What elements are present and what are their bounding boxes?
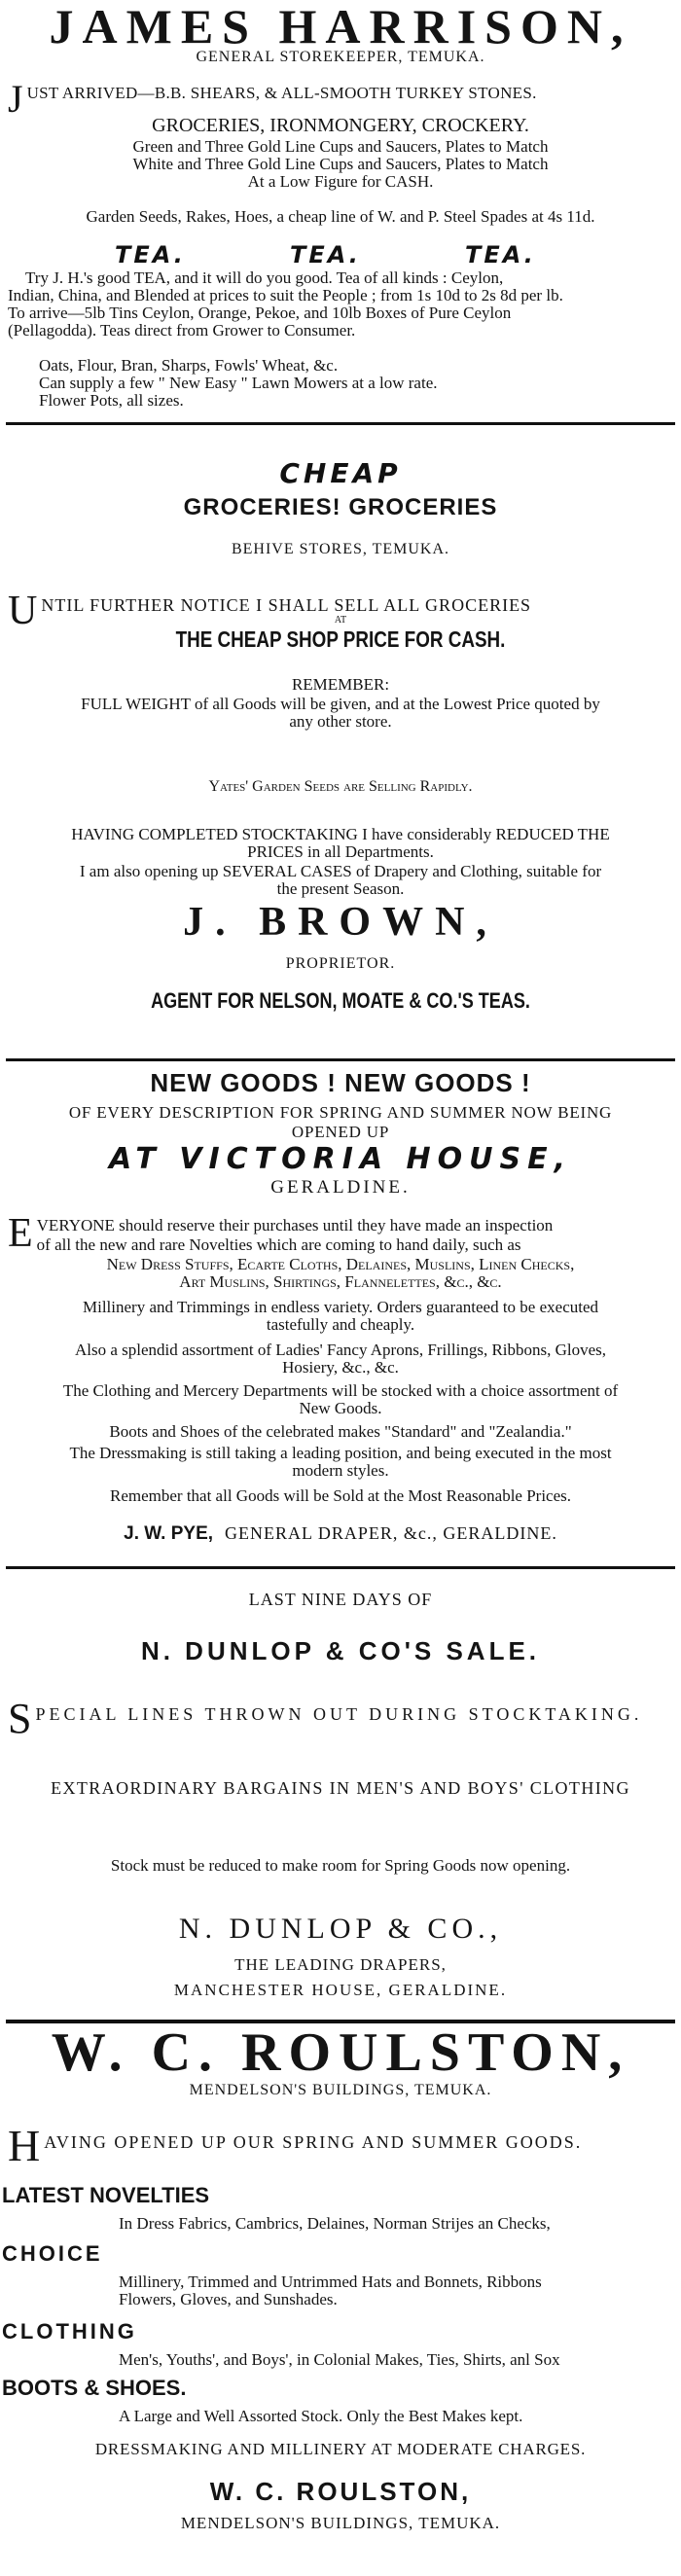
- pye-sig-rest: GENERAL DRAPER, &c., GERALDINE.: [225, 1523, 557, 1543]
- roulston-boots: BOOTS & SHOES.: [2, 2376, 187, 2400]
- dunlop-sale: N. DUNLOP & CO'S SALE.: [140, 1636, 541, 1665]
- pye-sig-name: J. W. PYE,: [124, 1523, 214, 1544]
- pye-everyone-1: VERYONE should reserve their purchases until they have made an inspection: [36, 1216, 554, 1234]
- pye-stuffs-2: Art Muslins, Shirtings, Flannelettes, &c., &c.: [179, 1272, 502, 1291]
- divider-2: [6, 1058, 675, 1061]
- roulston-sig-buildings: MENDELSON'S BUILDINGS, TEMUKA.: [180, 2514, 501, 2532]
- brown-stocktaking-1: HAVING COMPLETED STOCKTAKING I have considerably REDUCED THE: [71, 825, 610, 843]
- dunlop-manchester: MANCHESTER HOUSE, GERALDINE.: [173, 1981, 508, 1999]
- pye-victoria-house: AT VICTORIA HOUSE,: [108, 1142, 572, 1176]
- harrison-arrived-text: UST ARRIVED—B.B. SHEARS, & ALL-SMOOTH TURKEY STONES.: [26, 84, 537, 102]
- brown-cheap-shop: THE CHEAP SHOP PRICE FOR CASH.: [175, 626, 506, 652]
- brown-until-dropcap: U: [8, 589, 38, 633]
- harrison-pots: Flower Pots, all sizes.: [39, 391, 184, 410]
- pye-dressmaking-1: The Dressmaking is still taking a leading position, and being executed in the most: [69, 1444, 612, 1462]
- divider-1: [6, 422, 675, 425]
- harrison-oats: Oats, Flour, Bran, Sharps, Fowls' Wheat, &c.: [39, 356, 339, 375]
- pye-clothing-1: The Clothing and Mercery Departments will be stocked with a choice assortment of: [62, 1381, 619, 1400]
- pye-everyone-2: of all the new and rare Novelties which are coming to hand daily, such as: [36, 1235, 521, 1254]
- harrison-groceries: GROCERIES, IRONMONGERY, CROCKERY.: [152, 115, 529, 136]
- pye-signature: [0, 1523, 681, 1545]
- pye-millinery-1: Millinery and Trimmings in endless variety. Orders guaranteed to be executed: [82, 1298, 599, 1316]
- pye-aprons-1: Also a splendid assortment of Ladies' Fancy Aprons, Frillings, Ribbons, Gloves,: [74, 1341, 607, 1359]
- roulston-boots-text: A Large and Well Assorted Stock. Only the Best Makes kept.: [119, 2407, 523, 2425]
- brown-stocktaking-2: PRICES in all Departments.: [247, 842, 434, 861]
- pye-aprons-2: Hosiery, &c., &c.: [282, 1358, 399, 1377]
- roulston-buildings: MENDELSON'S BUILDINGS, TEMUKA.: [189, 2082, 492, 2098]
- brown-cheap: CHEAP: [279, 457, 402, 489]
- harrison-mowers: Can supply a few " New Easy " Lawn Mowers at a low rate.: [39, 374, 438, 392]
- harrison-cups-2: White and Three Gold Line Cups and Saucers, Plates to Match: [132, 155, 549, 173]
- brown-drapery-2: the present Season.: [276, 879, 405, 898]
- tea-heading-1: TEA.: [115, 241, 186, 268]
- brown-groceries: GROCERIES! GROCERIES: [183, 494, 498, 520]
- divider-3: [6, 1566, 675, 1569]
- roulston-name: W. C. ROULSTON,: [51, 2022, 630, 2083]
- harrison-tea-p2: Indian, China, and Blended at prices to suit the People ; from 1s 10d to 2s 8d per lb.: [8, 286, 563, 304]
- roulston-having-dropcap: H: [8, 2121, 41, 2170]
- roulston-choice-text-1: Millinery, Trimmed and Untrimmed Hats and Bonnets, Ribbons: [119, 2272, 542, 2291]
- dunlop-last-nine: LAST NINE DAYS OF: [248, 1590, 433, 1609]
- brown-stores: BEHIVE STORES, TEMUKA.: [231, 541, 450, 557]
- pye-new-goods: NEW GOODS ! NEW GOODS !: [150, 1068, 531, 1097]
- harrison-role: GENERAL STOREKEEPER, TEMUKA.: [196, 49, 485, 65]
- dunlop-name: N. DUNLOP & CO.,: [178, 1913, 503, 1945]
- dunlop-special: [8, 1695, 673, 1742]
- pye-boots: Boots and Shoes of the celebrated makes "Standard" and "Zealandia.": [109, 1422, 572, 1441]
- brown-name: J. BROWN,: [183, 900, 498, 945]
- roulston-having: [8, 2121, 673, 2170]
- pye-remember: Remember that all Goods will be Sold at the Most Reasonable Prices.: [109, 1486, 572, 1505]
- brown-at: AT: [334, 615, 347, 626]
- harrison-cups-3: At a Low Figure for CASH.: [247, 172, 434, 191]
- pye-millinery-2: tastefully and cheaply.: [266, 1315, 415, 1334]
- harrison-arrived-dropcap: J: [8, 77, 23, 121]
- brown-drapery-1: I am also opening up SEVERAL CASES of Drapery and Clothing, suitable for: [79, 862, 602, 880]
- harrison-name: JAMES HARRISON,: [49, 0, 632, 54]
- roulston-sig-name: W. C. ROULSTON,: [209, 2477, 472, 2506]
- dunlop-bargains: EXTRAORDINARY BARGAINS IN MEN'S AND BOYS' CLOTHING: [51, 1778, 630, 1798]
- harrison-tea-p1: Try J. H.'s good TEA, and it will do you good. Tea of all kinds : Ceylon,: [25, 268, 504, 287]
- roulston-dressmaking: DRESSMAKING AND MILLINERY AT MODERATE CHARGES.: [94, 2440, 587, 2458]
- pye-clothing-2: New Goods.: [299, 1399, 382, 1417]
- tea-heading-3: TEA.: [465, 241, 536, 268]
- brown-agent: AGENT FOR NELSON, MOATE & CO.'S TEAS.: [151, 988, 530, 1013]
- pye-every-desc-2: OPENED UP: [291, 1123, 390, 1141]
- roulston-clothing-text: Men's, Youths', and Boys', in Colonial Makes, Ties, Shirts, anl Sox: [119, 2350, 560, 2369]
- brown-proprietor: PROPRIETOR.: [285, 955, 396, 972]
- roulston-choice-text-2: Flowers, Gloves, and Sunshades.: [119, 2290, 338, 2308]
- roulston-latest-text: In Dress Fabrics, Cambrics, Delaines, Norman Strijes an Checks,: [119, 2214, 551, 2233]
- dunlop-special-text: PECIAL LINES THROWN OUT DURING STOCKTAKING.: [35, 1704, 643, 1724]
- dunlop-leading: THE LEADING DRAPERS,: [234, 1955, 447, 1974]
- harrison-tea-banner: [0, 241, 681, 268]
- pye-everyone: [8, 1211, 673, 1256]
- roulston-latest: LATEST NOVELTIES: [2, 2183, 210, 2207]
- harrison-cups-1: Green and Three Gold Line Cups and Saucers, Plates to Match: [132, 137, 549, 156]
- brown-full-weight-2: any other store.: [289, 712, 392, 731]
- harrison-garden: Garden Seeds, Rakes, Hoes, a cheap line of W. and P. Steel Spades at 4s 11d.: [86, 207, 595, 226]
- dunlop-stock: Stock must be reduced to make room for Spring Goods now opening.: [110, 1856, 571, 1875]
- harrison-tea-p4: (Pellagodda). Teas direct from Grower to Consumer.: [8, 321, 356, 340]
- dunlop-special-dropcap: S: [8, 1695, 32, 1742]
- pye-every-desc-1: OF EVERY DESCRIPTION FOR SPRING AND SUMMER NOW BEING: [68, 1103, 613, 1122]
- tea-heading-2: TEA.: [290, 241, 361, 268]
- roulston-having-text: AVING OPENED UP OUR SPRING AND SUMMER GOODS.: [44, 2132, 583, 2152]
- pye-everyone-dropcap: E: [8, 1211, 33, 1256]
- brown-yates: Yates' Garden Seeds are Selling Rapidly.: [208, 778, 473, 795]
- pye-stuffs-1: New Dress Stuffs, Ecarte Cloths, Delaines, Muslins, Linen Checks,: [106, 1255, 575, 1273]
- brown-until-text: NTIL FURTHER NOTICE I SHALL SELL ALL GROCERIES: [41, 595, 532, 615]
- pye-geraldine: GERALDINE.: [270, 1177, 411, 1198]
- brown-remember: REMEMBER:: [291, 675, 390, 694]
- roulston-choice: CHOICE: [2, 2241, 103, 2266]
- harrison-tea-p3: To arrive—5lb Tins Ceylon, Orange, Pekoe, and 10lb Boxes of Pure Ceylon: [8, 304, 512, 322]
- roulston-clothing: CLOTHING: [2, 2319, 137, 2343]
- brown-full-weight-1: FULL WEIGHT of all Goods will be given, and at the Lowest Price quoted by: [81, 695, 600, 713]
- pye-dressmaking-2: modern styles.: [292, 1461, 389, 1480]
